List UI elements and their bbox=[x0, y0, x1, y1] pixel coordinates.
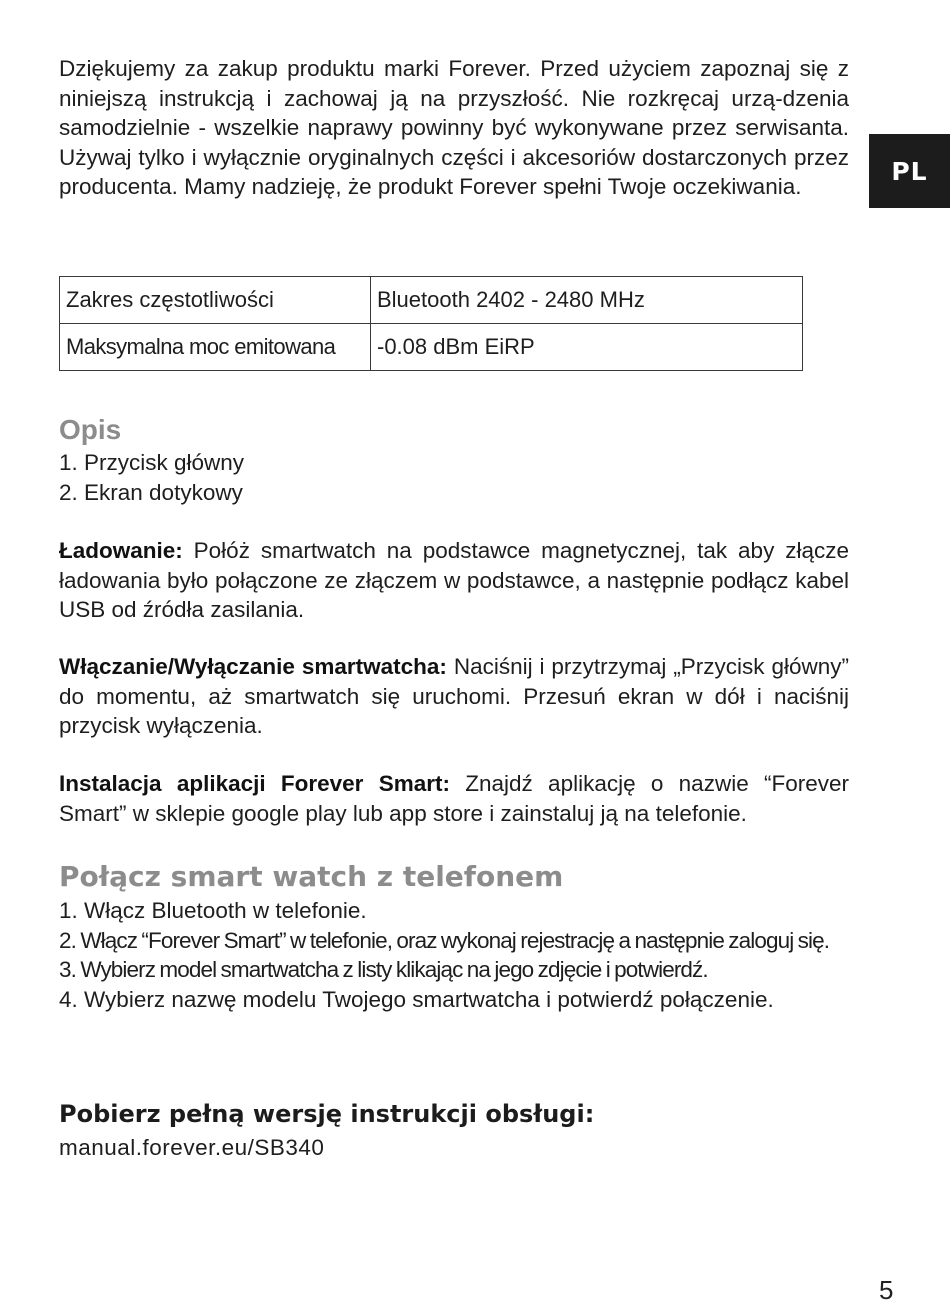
connect-steps bbox=[59, 896, 849, 1014]
spec-table bbox=[59, 276, 803, 371]
manual-url: manual.forever.eu/SB340 bbox=[59, 1135, 325, 1160]
list-item: 2. Włącz “Forever Smart” w telefonie, oraz wykonaj rejestrację a następnie zaloguj się. bbox=[59, 927, 830, 953]
table-row bbox=[60, 277, 803, 324]
list-item: 2. Ekran dotykowy bbox=[59, 479, 243, 505]
spec-label: Zakres częstotliwości bbox=[60, 277, 371, 324]
spec-label: Maksymalna moc emitowana bbox=[60, 324, 371, 371]
list-item: 1. Włącz Bluetooth w telefonie. bbox=[59, 898, 367, 923]
table-row bbox=[60, 324, 803, 371]
download-heading: Pobierz pełną wersję instrukcji obsługi: bbox=[59, 1100, 595, 1128]
opis-list bbox=[59, 448, 244, 507]
spec-value: -0.08 dBm EiRP bbox=[371, 324, 803, 371]
app-install-paragraph bbox=[59, 769, 849, 828]
charging-label: Ładowanie: bbox=[59, 538, 183, 563]
list-item: 3. Wybierz model smartwatcha z listy klikając na jego zdjęcie i potwierdź. bbox=[59, 957, 708, 982]
charging-text: Połóż smartwatch na podstawce magnetycznej, tak aby złącze ładowania było połączone ze złączem w podstawce, a następnie podłącz kabel USB od źródła zasilania. bbox=[59, 538, 849, 622]
page-number: 5 bbox=[879, 1275, 894, 1305]
list-item: 1. Przycisk główny bbox=[59, 450, 245, 475]
charging-paragraph bbox=[59, 536, 849, 625]
language-tab: PL bbox=[869, 134, 950, 208]
app-install-label: Instalacja aplikacji Forever Smart: bbox=[59, 771, 450, 796]
app-install-text: Znajdź aplikację o nazwie “Forever Smart” w sklepie google play lub app store i zainstaluj ją na telefonie. bbox=[59, 771, 849, 826]
connect-heading: Połącz smart watch z telefonem bbox=[59, 860, 564, 893]
opis-heading: Opis bbox=[59, 414, 122, 445]
spec-value: Bluetooth 2402 - 2480 MHz bbox=[371, 277, 803, 324]
power-label: Włączanie/Wyłączanie smartwatcha: bbox=[59, 654, 447, 679]
list-item: 4. Wybierz nazwę modelu Twojego smartwatcha i potwierdź połączenie. bbox=[59, 986, 774, 1012]
power-paragraph bbox=[59, 652, 849, 741]
power-text: Naciśnij i przytrzymaj „Przycisk główny” do momentu, aż smartwatch się uruchomi. Przesuń ekran w dół i naciśnij przycisk wyłączenia. bbox=[59, 654, 849, 738]
intro-paragraph: Dziękujemy za zakup produktu marki Forever. Przed użyciem zapoznaj się z niniejszą instrukcją i zachowaj ją na przyszłość. Nie rozkręcaj urzą-dzenia samodzielnie - wszelkie naprawy powinny być wykonywane przez serwisanta. Używaj tylko i wyłącznie oryginalnych części i akcesoriów dostarczonych przez producenta. Mamy nadzieję, że produkt Forever spełni Twoje oczekiwania. bbox=[59, 56, 849, 199]
